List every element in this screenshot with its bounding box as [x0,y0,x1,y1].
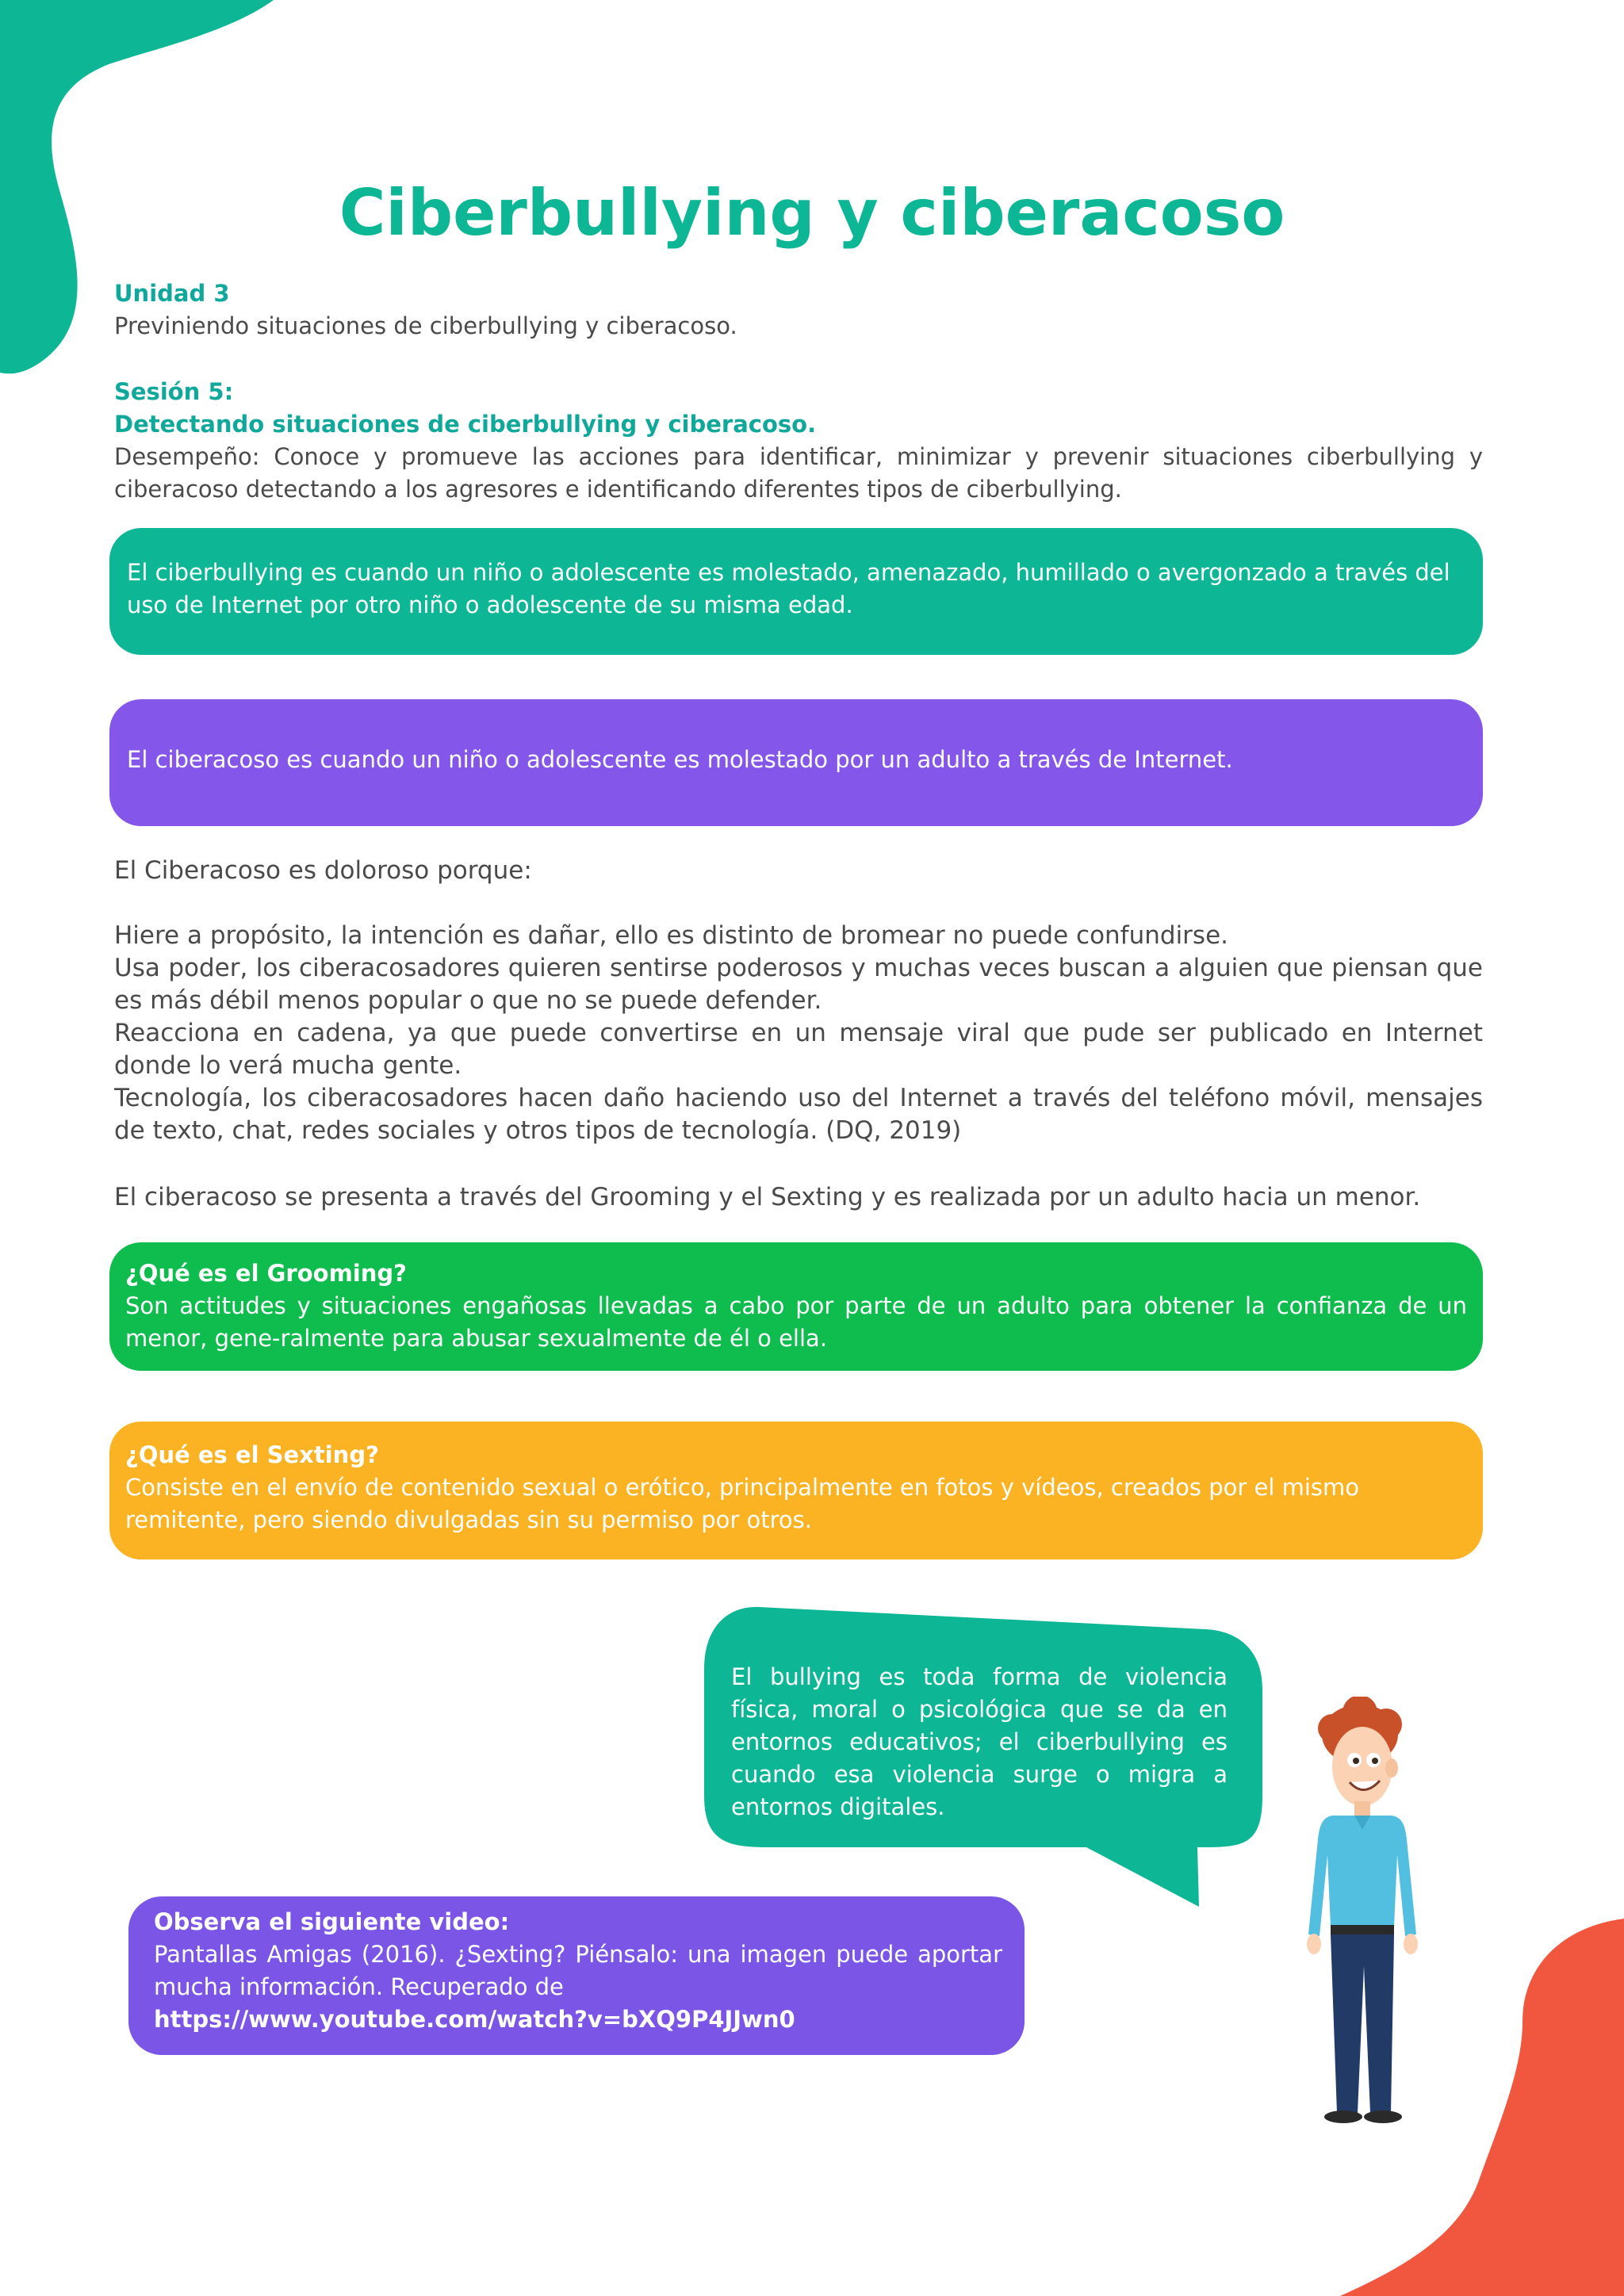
video-label: Observa el siguiente video: [154,1908,510,1935]
ciberacoso-definition-box [109,699,1483,826]
sexting-answer: Consiste en el envío de contenido sexual o erótico, principalmente en fotos y vídeos, creados por el mismo remitente, pero siendo divulgadas sin su permiso por otros. [125,1474,1360,1533]
grooming-question: ¿Qué es el Grooming? [125,1260,407,1287]
session-label: Sesión 5: [114,378,234,405]
session-performance: Desempeño: Conoce y promueve las acciones para identificar, minimizar y prevenir situaciones ciberbullying y ciberacoso detectando a los agresores e identificando diferentes tipos de ciberbullying. [114,443,1483,503]
sexting-question: ¿Qué es el Sexting? [125,1441,379,1468]
page-title: Ciberbullying y ciberacoso [339,176,1285,250]
ciberbullying-definition-box [109,528,1483,655]
painful-reason-1: Hiere a propósito, la intención es dañar, ello es distinto de bromear no puede confundirse. [114,921,1229,950]
video-link[interactable]: https://www.youtube.com/watch?v=bXQ9P4JJwn0 [154,2006,795,2033]
speech-bubble-text: El bullying es toda forma de violencia física, moral o psicológica que se da en entornos educativos; el ciberbullying es cuando esa violencia surge o migra a entornos digitales. [731,1663,1228,1820]
ciberbullying-definition-text: El ciberbullying es cuando un niño o adolescente es molestado, amenazado, humillado o avergonzado a través del uso de Internet por otro niño o adolescente de su misma edad. [127,559,1450,618]
cartoon-boy-illustration [1300,1697,1419,2133]
painful-reason-3: Reacciona en cadena, ya que puede convertirse en un mensaje viral que pude ser publicado en Internet donde lo verá mucha gente. [114,1019,1483,1080]
grooming-box [109,1242,1483,1371]
painful-reason-2: Usa poder, los ciberacosadores quieren sentirse poderosos y muchas veces buscan a alguien que piensan que es más débil menos popular o que no se puede defender. [114,954,1483,1015]
video-reference-box [128,1896,1025,2055]
session-title: Detectando situaciones de ciberbullying y ciberacoso. [114,411,817,438]
painful-intro: El Ciberacoso es doloroso porque: [114,856,532,885]
video-reference: Pantallas Amigas (2016). ¿Sexting? Piénsalo: una imagen puede aportar mucha información. Recuperado de [154,1941,1002,2000]
painful-closing: El ciberacoso se presenta a través del Grooming y el Sexting y es realizada por un adulto hacia un menor. [114,1183,1421,1211]
unit-label: Unidad 3 [114,280,230,307]
painful-reason-4: Tecnología, los ciberacosadores hacen daño haciendo uso del Internet a través del teléfono móvil, mensajes de texto, chat, redes sociales y otros tipos de tecnología. (DQ, 2019) [114,1084,1483,1145]
grooming-answer: Son actitudes y situaciones engañosas llevadas a cabo por parte de un adulto para obtener la confianza de un menor, gene-ralmente para abusar sexualmente de él o ella. [125,1292,1467,1352]
sexting-box [109,1422,1483,1559]
ciberacoso-definition-text: El ciberacoso es cuando un niño o adolescente es molestado por un adulto a través de Internet. [127,746,1233,773]
unit-subtitle: Previniendo situaciones de ciberbullying y ciberacoso. [114,312,737,339]
